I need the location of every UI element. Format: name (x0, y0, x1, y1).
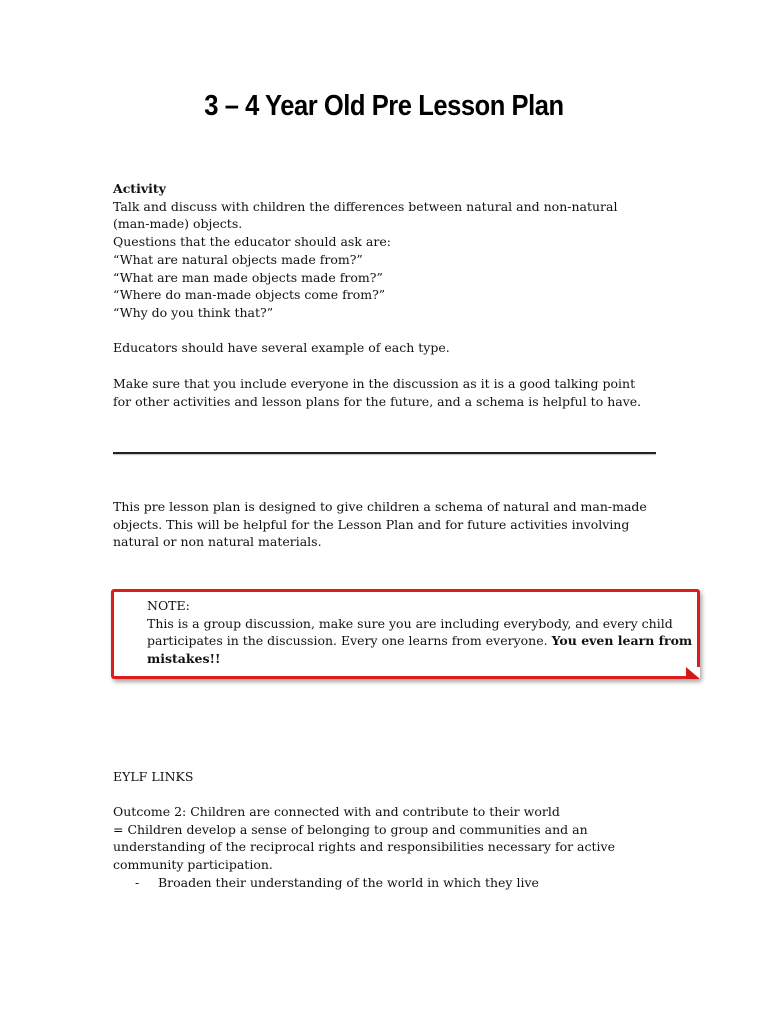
bullet-text: Broaden their understanding of the world in which they live (158, 874, 539, 890)
include-paragraph (113, 375, 673, 410)
purpose-line: objects. This will be helpful for the Lesson Plan and for future activities involving (113, 516, 630, 532)
note-label: NOTE: (147, 598, 190, 613)
outcome-description-line: understanding of the reciprocal rights and responsibilities necessary for active (113, 839, 615, 855)
activity-line: (man-made) objects. (113, 216, 243, 232)
include-line: Make sure that you include everyone in the discussion as it is a good talking point (113, 376, 636, 391)
outcome-description-line: = Children develop a sense of belonging to group and communities and an (113, 821, 588, 837)
outcome-line: Outcome 2: Children are connected with and contribute to their world (113, 804, 560, 819)
note-line-emphasis: You even learn from (551, 633, 693, 649)
page-curl-corner (686, 667, 700, 679)
bullet-item (113, 874, 673, 892)
note-callout-box (111, 589, 700, 679)
activity-section (113, 180, 673, 322)
activity-line: Talk and discuss with children the differences between natural and non-natural (113, 198, 618, 214)
horizontal-divider (113, 452, 656, 454)
eylf-outcome-section (113, 803, 673, 892)
note-line: This is a group discussion, make sure you are including everybody, and every child (147, 615, 673, 631)
examples-line: Educators should have several example of each type. (113, 340, 450, 355)
outcome-description-line: community participation. (113, 857, 273, 873)
include-line: for other activities and lesson plans for the future, and a schema is helpful to have. (113, 393, 642, 409)
purpose-line: This pre lesson plan is designed to give children a schema of natural and man-made (113, 499, 647, 514)
bullet-marker: - (135, 874, 140, 890)
purpose-line: natural or non natural materials. (113, 534, 322, 550)
eylf-heading: EYLF LINKS (113, 769, 194, 784)
eylf-heading-block (113, 768, 673, 786)
purpose-paragraph (113, 498, 673, 551)
question-line: “What are man made objects made from?” (113, 269, 383, 285)
note-text (147, 597, 707, 668)
note-line-emphasis: mistakes!! (147, 651, 221, 667)
question-line: “Where do man-made objects come from?” (113, 287, 386, 303)
examples-paragraph (113, 339, 673, 357)
note-line-plain: participates in the discussion. Every one learns from everyone. (147, 633, 552, 649)
note-line (147, 632, 707, 650)
question-line: “Why do you think that?” (113, 304, 274, 320)
activity-line: Questions that the educator should ask are: (113, 234, 391, 250)
activity-heading: Activity (113, 181, 166, 196)
question-line: “What are natural objects made from?” (113, 251, 363, 267)
page-title: 3 – 4 Year Old Pre Lesson Plan (204, 90, 564, 122)
